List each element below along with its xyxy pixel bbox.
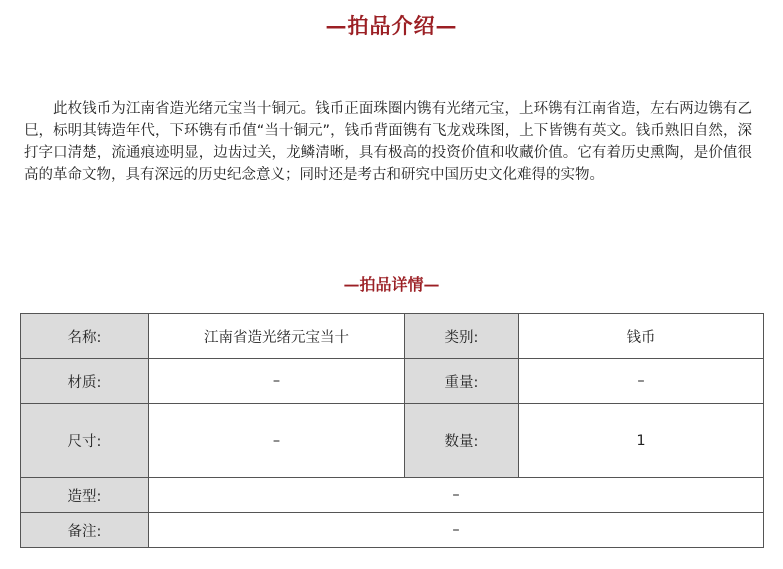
weight-value: – bbox=[519, 359, 764, 404]
material-label: 材质: bbox=[21, 359, 149, 404]
size-value: – bbox=[149, 404, 405, 478]
shape-value: – bbox=[149, 478, 764, 513]
table-row bbox=[21, 359, 764, 404]
details-table bbox=[20, 313, 764, 548]
intro-text: 此枚钱币为江南省造光绪元宝当十铜元。钱币正面珠圈内镌有光绪元宝，上环镌有江南省造，左右两边镌有乙巳，标明其铸造年代，下环镌有币值“当十铜元”，钱币背面镌有飞龙戏珠图，上下皆镌有英文。钱币熟旧自然，深打字口清楚，流通痕迹明显，边齿过关，龙鳞清晰，具有极高的投资价值和收藏价值。它有着历史熏陶，是价值很高的革命文物，具有深远的历史纪念意义；同时还是考古和研究中国历史文化难得的实物。 bbox=[24, 101, 752, 183]
weight-label: 重量: bbox=[405, 359, 519, 404]
size-label: 尺寸: bbox=[21, 404, 149, 478]
table-row bbox=[21, 404, 764, 478]
quantity-value: 1 bbox=[519, 404, 764, 478]
name-value: 江南省造光绪元宝当十 bbox=[149, 314, 405, 359]
remark-value: – bbox=[149, 513, 764, 548]
table-row bbox=[21, 314, 764, 359]
shape-label: 造型: bbox=[21, 478, 149, 513]
material-value: – bbox=[149, 359, 405, 404]
category-value: 钱币 bbox=[519, 314, 764, 359]
intro-title: —拍品介绍— bbox=[325, 13, 458, 38]
details-title: —拍品详情— bbox=[343, 275, 440, 294]
table-row bbox=[21, 513, 764, 548]
table-row bbox=[21, 478, 764, 513]
remark-label: 备注: bbox=[21, 513, 149, 548]
quantity-label: 数量: bbox=[405, 404, 519, 478]
category-label: 类别: bbox=[405, 314, 519, 359]
name-label: 名称: bbox=[21, 314, 149, 359]
